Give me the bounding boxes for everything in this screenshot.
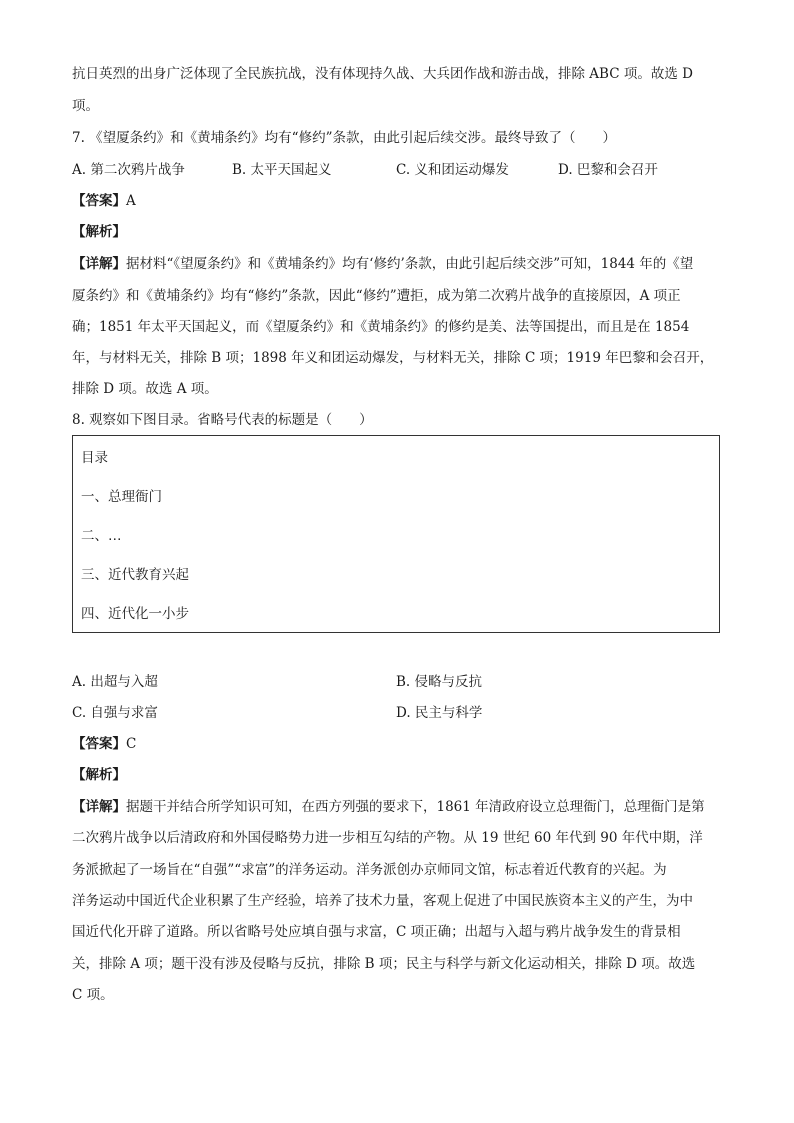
q8-detail-text-1: 据题干并结合所学知识可知，在西方列强的要求下，1861 年清政府设立总理衙门，总理衙门是第 [126, 799, 705, 815]
q7-detail-line-1 [72, 254, 693, 274]
toc-item-1: 一、总理衙门 [81, 489, 162, 505]
q8-detail-line-1 [72, 797, 705, 817]
q7-answer-value: A [126, 193, 136, 209]
q8-option-b: B. 侵略与反抗 [396, 674, 483, 690]
q7-detail-line-3: 确；1851 年太平天国起义，而《望厦条约》和《黄埔条约》的修约是美、法等国提出，而且是在 1854 [72, 319, 690, 335]
q8-option-a: A. 出超与入超 [72, 674, 158, 690]
q7-option-c: C. 义和团运动爆发 [396, 162, 509, 178]
q8-detail-line-6: 关，排除 A 项；题干没有涉及侵略与反抗，排除 B 项；民主与科学与新文化运动相关，排除 D 项。故选 [72, 956, 696, 972]
toc-item-2: 二、… [81, 528, 122, 544]
q7-option-d: D. 巴黎和会召开 [558, 162, 658, 178]
q8-answer-value: C [126, 736, 137, 752]
q7-answer [72, 191, 136, 211]
q8-answer-label: 【答案】 [72, 736, 126, 752]
prev-analysis-line-2: 项。 [72, 98, 99, 114]
q8-analysis-label-text: 【解析】 [72, 767, 126, 783]
q7-analysis-label-text: 【解析】 [72, 224, 126, 240]
q7-stem: 7. 《望厦条约》和《黄埔条约》均有“修约”条款，由此引起后续交涉。最终导致了（ ） [72, 130, 616, 146]
q7-detail-text-1: 据材料“《望厦条约》和《黄埔条约》均有‘修约’条款，由此引起后续交涉”可知，1844 年的《望 [126, 256, 694, 272]
toc-item-3: 三、近代教育兴起 [81, 567, 189, 583]
toc-item-4: 四、近代化一小步 [81, 606, 189, 622]
prev-analysis-line-1: 抗日英烈的出身广泛体现了全民族抗战，没有体现持久战、大兵团作战和游击战，排除 ABC 项。故选 D [72, 66, 693, 82]
toc-title: 目录 [81, 450, 108, 466]
q8-option-d: D. 民主与科学 [396, 705, 483, 721]
q8-stem: 8. 观察如下图目录。省略号代表的标题是（ ） [72, 412, 373, 428]
q7-answer-label: 【答案】 [72, 193, 126, 209]
q7-option-a: A. 第二次鸦片战争 [72, 162, 185, 178]
q8-detail-line-5: 国近代化开辟了道路。所以省略号处应填自强与求富，C 项正确；出超与入超与鸦片战争发生的背景相 [72, 924, 681, 940]
q7-detail-line-2: 厦条约》和《黄埔条约》均有“修约”条款，因此“修约”遭拒，成为第二次鸦片战争的直接原因，A 项正 [72, 288, 681, 304]
q8-detail-line-7: C 项。 [72, 987, 114, 1003]
q7-detail-line-4: 年，与材料无关，排除 B 项；1898 年义和团运动爆发，与材料无关，排除 C 项；1919 年巴黎和会召开， [72, 350, 714, 366]
q7-option-b: B. 太平天国起义 [232, 162, 332, 178]
table-of-contents-box [72, 435, 720, 633]
q8-detail-line-3: 务派掀起了一场旨在“自强”“求富”的洋务运动。洋务派创办京师同文馆，标志着近代教育的兴起。为 [72, 862, 667, 878]
q8-answer [72, 734, 136, 754]
q7-analysis-label [72, 222, 126, 242]
q8-option-c: C. 自强与求富 [72, 705, 158, 721]
q8-detail-line-2: 二次鸦片战争以后清政府和外国侵略势力进一步相互勾结的产物。从 19 世纪 60 年代到 90 年代中期，洋 [72, 830, 703, 846]
q8-analysis-label [72, 765, 126, 785]
q7-detail-label: 【详解】 [72, 256, 126, 272]
q8-detail-line-4: 洋务运动中国近代企业积累了生产经验，培养了技术力量，客观上促进了中国民族资本主义的产生，为中 [72, 893, 693, 909]
q8-detail-label: 【详解】 [72, 799, 126, 815]
q7-detail-line-5: 排除 D 项。故选 A 项。 [72, 381, 218, 397]
